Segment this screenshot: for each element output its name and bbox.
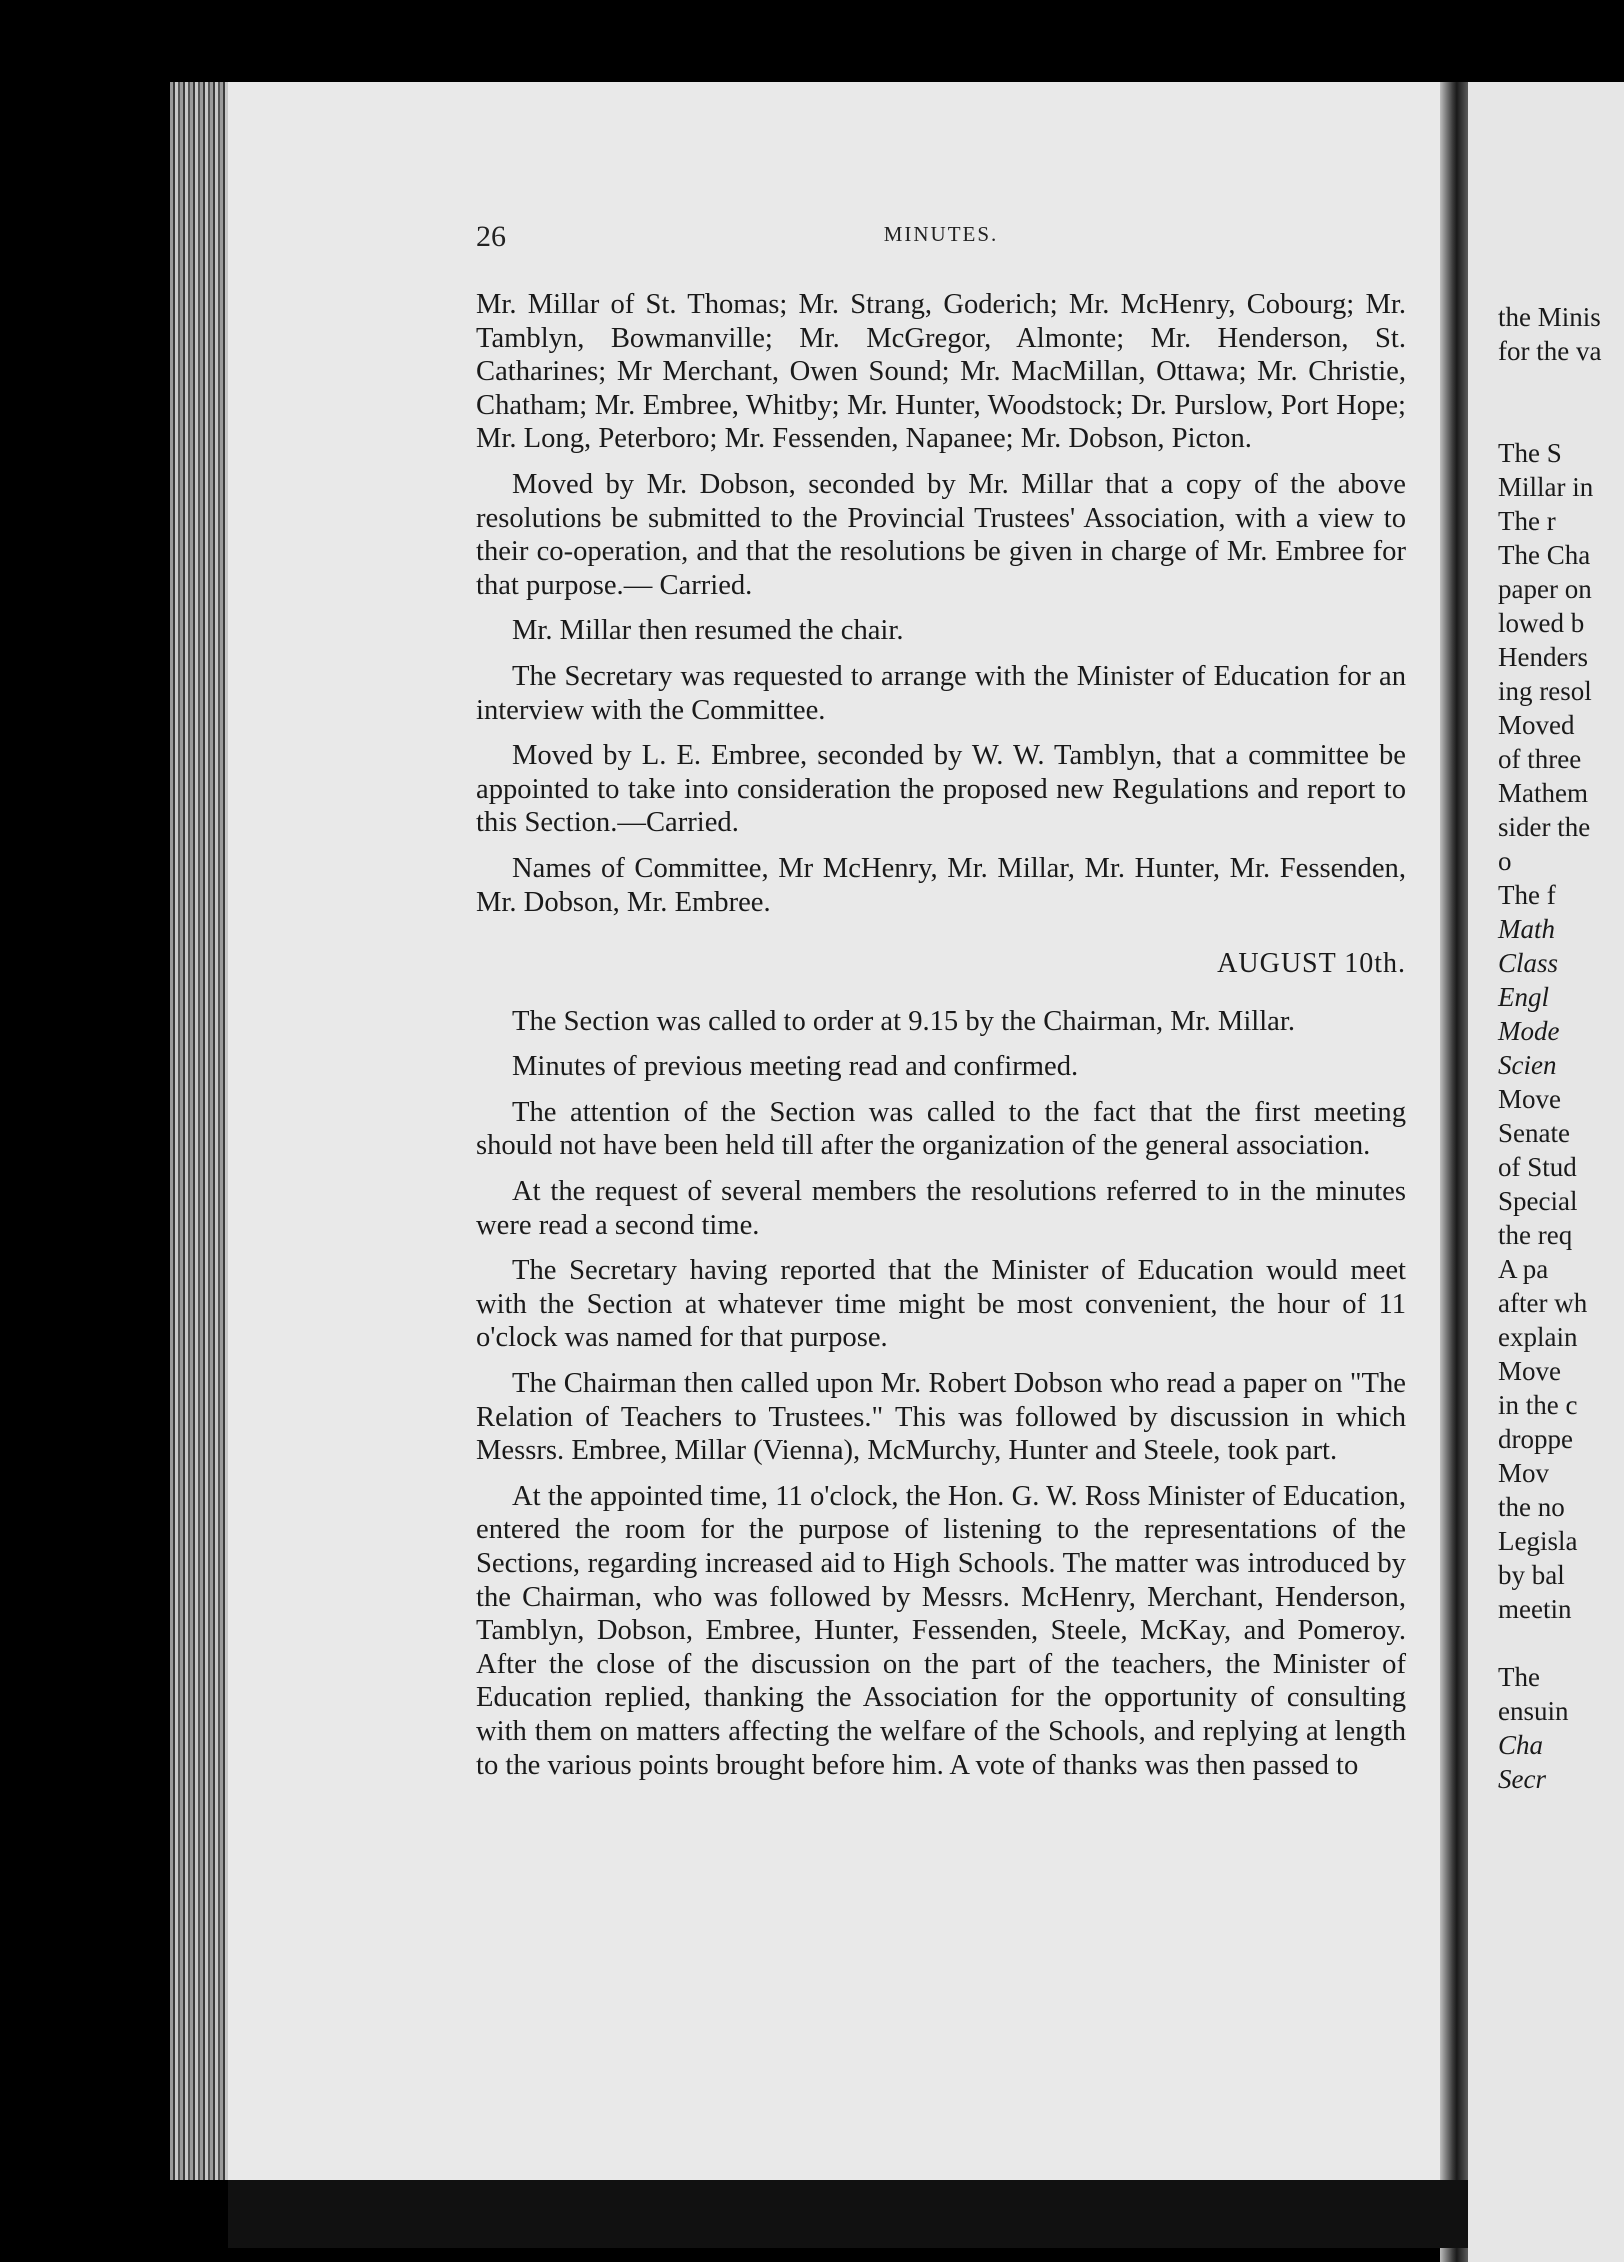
right-page-line: Move <box>1498 1356 1561 1386</box>
right-page-line: The f <box>1498 880 1556 910</box>
right-page-line: The S <box>1498 438 1562 468</box>
right-page-line: Moved <box>1498 710 1575 740</box>
paragraph: Mr. Millar of St. Thomas; Mr. Strang, Goderich; Mr. McHenry, Cobourg; Mr. Tamblyn, Bowmanville; Mr. McGregor, Almonte; Mr. Henderson, St. Catharines; Mr Merchant, Owen Sound; Mr. MacMillan, Ottawa; Mr. Christie, Chatham; Mr. Embree, Whitby; Mr. Hunter, Woodstock; Dr. Purslow, Port Hope; Mr. Long, Peterboro; Mr. Fessenden, Napanee; Mr. Dobson, Picton. <box>476 289 1406 455</box>
right-page-line: the no <box>1498 1492 1565 1522</box>
body-text <box>476 288 1406 1794</box>
right-page-line: Secr <box>1498 1764 1546 1794</box>
bottom-border <box>228 2180 1468 2248</box>
right-page-line: Millar in <box>1498 472 1594 502</box>
right-page-line: Math <box>1498 914 1555 944</box>
right-page-line: Mathem <box>1498 778 1588 808</box>
right-page-line: ing resol <box>1498 676 1592 706</box>
right-page-line: Class <box>1498 948 1559 978</box>
right-page-line: ensuin <box>1498 1696 1569 1726</box>
right-page-fragments <box>1498 300 1624 1796</box>
right-page-line: Senate <box>1498 1118 1570 1148</box>
right-page-line: Special <box>1498 1186 1578 1216</box>
right-page-line: the Minis <box>1498 302 1601 332</box>
right-page-line: paper on <box>1498 574 1592 604</box>
right-page-line: in the c <box>1498 1390 1578 1420</box>
date-heading: AUGUST 10th. <box>1217 948 1406 980</box>
right-page-line: Move <box>1498 1084 1561 1114</box>
right-page-line <box>1498 368 1624 402</box>
paragraph: The Chairman then called upon Mr. Robert Dobson who read a paper on "The Relation of Teachers to Trustees." This was followed by discussion in which Messrs. Embree, Millar (Vienna), McMurchy, Hunter and Steele, took part. <box>476 1368 1406 1467</box>
paragraph: At the request of several members the resolutions referred to in the minutes were read a second time. <box>476 1176 1406 1241</box>
right-page-line: Scien <box>1498 1050 1557 1080</box>
right-page-line: by bal <box>1498 1560 1565 1590</box>
running-head: MINUTES. <box>883 222 999 246</box>
right-page-line <box>1498 402 1624 436</box>
page-header <box>476 220 1406 260</box>
right-page-line: Mode <box>1498 1016 1560 1046</box>
paragraph: The Section was called to order at 9.15 by the Chairman, Mr. Millar. <box>512 1005 1295 1037</box>
right-page-line: of three <box>1498 744 1582 774</box>
paragraph: Minutes of previous meeting read and confirmed. <box>512 1051 1079 1083</box>
paragraph: Moved by L. E. Embree, seconded by W. W. Tamblyn, that a committee be appointed to take into consideration the proposed new Regulations and report to this Section.—Carried. <box>476 740 1406 839</box>
paragraph: The Secretary having reported that the Minister of Education would meet with the Section at whatever time might be most convenient, the hour of 11 o'clock was named for that purpose. <box>476 1255 1406 1354</box>
right-page-line: explain <box>1498 1322 1578 1352</box>
right-page-line: Engl <box>1498 982 1549 1012</box>
paragraph: The attention of the Section was called to the fact that the first meeting should not have been held till after the organization of the general association. <box>476 1096 1406 1162</box>
right-page-line: of Stud <box>1498 1152 1577 1182</box>
right-page-line: after wh <box>1498 1288 1588 1318</box>
page-number: 26 <box>476 220 506 253</box>
paragraph: Names of Committee, Mr McHenry, Mr. Millar, Mr. Hunter, Mr. Fessenden, Mr. Dobson, Mr. Embree. <box>476 852 1406 918</box>
right-page-line <box>1498 1626 1624 1660</box>
right-page-line: The r <box>1498 506 1556 536</box>
right-page-line: meetin <box>1498 1594 1572 1624</box>
right-page-line: for the va <box>1498 336 1602 366</box>
book-gutter <box>1440 82 1468 2262</box>
right-page-line: sider the <box>1498 812 1591 842</box>
right-page-line: Cha <box>1498 1730 1544 1760</box>
right-page-line: the req <box>1498 1220 1573 1250</box>
right-page-line: The <box>1498 1662 1540 1692</box>
right-page-line: droppe <box>1498 1424 1573 1454</box>
paragraph: The Secretary was requested to arrange with the Minister of Education for an interview with the Committee. <box>476 660 1406 726</box>
paragraph: At the appointed time, 11 o'clock, the Hon. G. W. Ross Minister of Education, entered the room for the purpose of listening to the representations of the Sections, regarding increased aid to High Schools. The matter was introduced by the Chairman, who was followed by Messrs. McHenry, Merchant, Henderson, Tamblyn, Dobson, Embree, Hunter, Fessenden, Steele, McKay, and Pomeroy. After the close of the discussion on the part of the teachers, the Minister of Education replied, thanking the Association for the opportunity of consulting with them on matters affecting the welfare of the Schools, and replying at length to the various points brought before him. A vote of thanks was then passed to <box>476 1480 1406 1781</box>
paragraph: Mr. Millar then resumed the chair. <box>512 615 904 647</box>
right-page-line: Henders <box>1498 642 1588 672</box>
right-page-line: The Cha <box>1498 540 1591 570</box>
right-page-line: Mov <box>1498 1458 1550 1488</box>
right-page-line: o <box>1498 846 1512 876</box>
right-page-line: lowed b <box>1498 608 1585 638</box>
paragraph: Moved by Mr. Dobson, seconded by Mr. Millar that a copy of the above resolutions be submitted to the Provincial Trustees' Association, with a view to their co-operation, and that the resolutions be given in charge of Mr. Embree for that purpose.— Carried. <box>476 468 1406 601</box>
right-page-line: Legisla <box>1498 1526 1578 1556</box>
right-page-line: A pa <box>1498 1254 1549 1284</box>
